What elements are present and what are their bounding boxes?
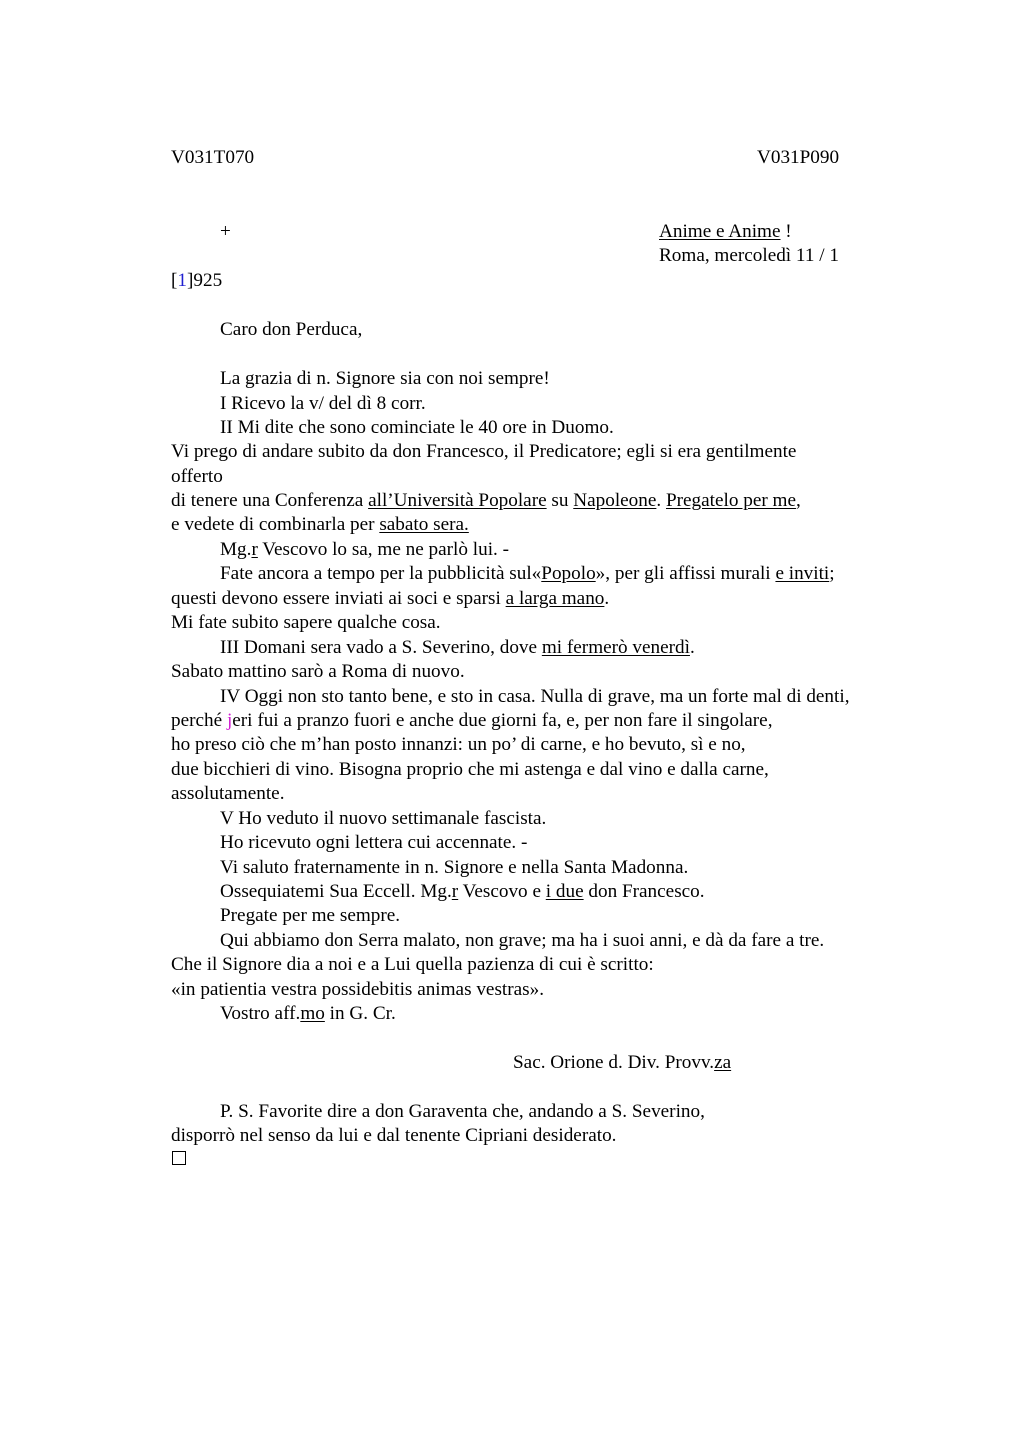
body-line: Pregate per me sempre. bbox=[220, 905, 401, 926]
body-line: Mi fate subito sapere qualche cosa. bbox=[171, 612, 441, 633]
body-line: IV Oggi non sto tanto bene, e sto in casa. Nulla di grave, ma un forte mal di denti, bbox=[220, 686, 850, 707]
postscript-line: disporrò nel senso da lui e dal tenente Cipriani desiderato. bbox=[171, 1125, 617, 1146]
body-line: Mg.r Vescovo lo sa, me ne parlò lui. - bbox=[220, 539, 510, 560]
title-underlined: Anime e Anime bbox=[659, 221, 781, 242]
body-line: ho preso ciò che m’han posto innanzi: un po’ di carne, e ho bevuto, sì e no, bbox=[171, 734, 746, 755]
body-line: La grazia di n. Signore sia con noi sempre! bbox=[220, 368, 550, 389]
postscript-line: P. S. Favorite dire a don Garaventa che, andando a S. Severino, bbox=[220, 1101, 705, 1122]
title-exclamation: ! bbox=[780, 221, 792, 242]
footnote-ref: 1 bbox=[177, 270, 187, 291]
date-year: [1]925 bbox=[171, 270, 223, 291]
signature: Sac. Orione d. Div. Provv.za bbox=[513, 1052, 732, 1073]
body-line: perché jeri fui a pranzo fuori e anche due giorni fa, e, per non fare il singolare, bbox=[171, 710, 773, 731]
header-left-code: V031T070 bbox=[171, 147, 255, 168]
body-line: Che il Signore dia a noi e a Lui quella pazienza di cui è scritto: bbox=[171, 954, 654, 975]
body-line: Sabato mattino sarò a Roma di nuovo. bbox=[171, 661, 465, 682]
body-line: e vedete di combinarla per sabato sera. bbox=[171, 514, 469, 535]
body-line: Fate ancora a tempo per la pubblicità sul«Popolo», per gli affissi murali e inviti; bbox=[220, 563, 835, 584]
cross-mark: + bbox=[220, 221, 231, 242]
body-line: Qui abbiamo don Serra malato, non grave; ma ha i suoi anni, e dà da fare a tre. bbox=[220, 930, 825, 951]
body-line: Ho ricevuto ogni lettera cui accennate. - bbox=[220, 832, 528, 853]
body-line: assolutamente. bbox=[171, 783, 285, 804]
body-line: «in patientia vestra possidebitis animas vestras». bbox=[171, 979, 545, 1000]
body-line: II Mi dite che sono cominciate le 40 ore in Duomo. bbox=[220, 417, 614, 438]
body-line: Ossequiatemi Sua Eccell. Mg.r Vescovo e i due don Francesco. bbox=[220, 881, 705, 902]
header-right-code: V031P090 bbox=[757, 147, 840, 168]
body-line: I Ricevo la v/ del dì 8 corr. bbox=[220, 393, 426, 414]
body-line: Vi saluto fraternamente in n. Signore e nella Santa Madonna. bbox=[220, 857, 689, 878]
body-line: offerto bbox=[171, 466, 223, 487]
body-line: III Domani sera vado a S. Severino, dove mi fermerò venerdì. bbox=[220, 637, 695, 658]
body-line: di tenere una Conferenza all’Università Popolare su Napoleone. Pregatelo per me, bbox=[171, 490, 801, 511]
salutation: Caro don Perduca, bbox=[220, 319, 363, 340]
date-line: Roma, mercoledì 11 / 1 bbox=[659, 245, 839, 266]
body-line: Vi prego di andare subito da don Francesco, il Predicatore; egli si era gentilmente bbox=[171, 441, 797, 462]
closing-line: Vostro aff.mo in G. Cr. bbox=[220, 1003, 396, 1024]
marked-letter: j bbox=[226, 710, 233, 731]
letter-title bbox=[659, 220, 792, 245]
body-line: due bicchieri di vino. Bisogna proprio che mi astenga e dal vino e dalla carne, bbox=[171, 759, 769, 780]
end-square-mark bbox=[172, 1151, 186, 1165]
body-line: questi devono essere inviati ai soci e sparsi a larga mano. bbox=[171, 588, 610, 609]
body-line: V Ho veduto il nuovo settimanale fascista. bbox=[220, 808, 547, 829]
